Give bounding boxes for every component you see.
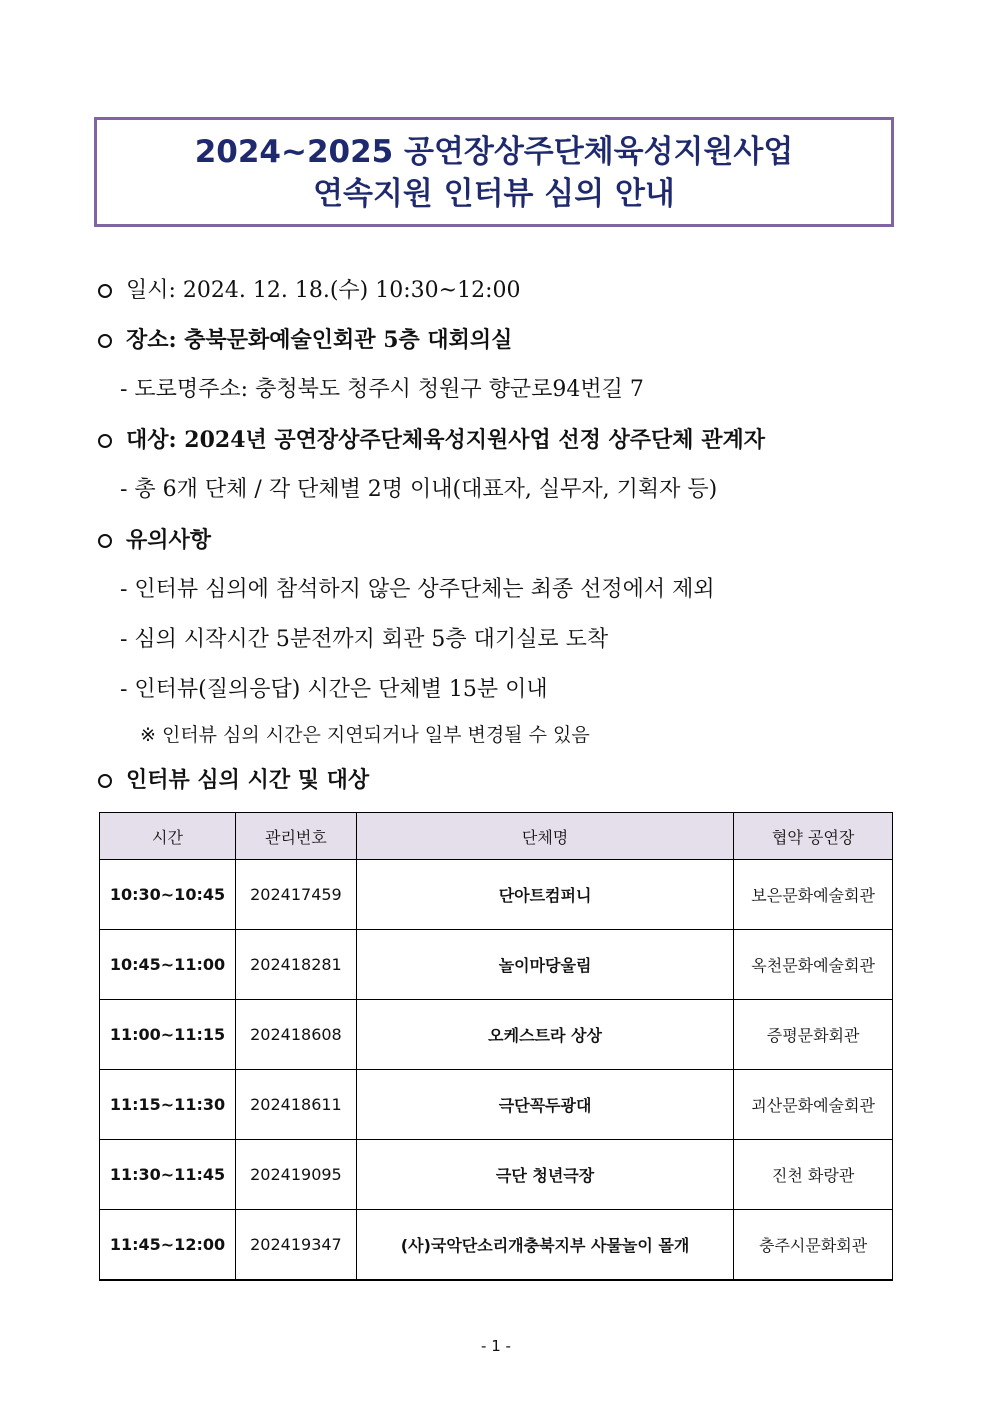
schedule-table — [99, 812, 893, 1281]
circle-bullet-icon — [98, 534, 112, 548]
circle-bullet-icon — [98, 434, 112, 448]
circle-bullet-icon — [98, 334, 112, 348]
cell-org: 극단 청년극장 — [356, 1140, 733, 1210]
cell-venue: 진천 화랑관 — [734, 1140, 893, 1210]
address-text: - 도로명주소: 충청북도 청주시 청원구 향군로94번길 7 — [120, 377, 644, 402]
cell-org: 단아트컴퍼니 — [356, 860, 733, 930]
table-row — [100, 1070, 893, 1140]
cell-id: 202417459 — [235, 860, 356, 930]
cell-id: 202419347 — [235, 1210, 356, 1281]
cell-venue: 충주시문화회관 — [734, 1210, 893, 1281]
table-row — [100, 1140, 893, 1210]
schedule-heading-item — [98, 765, 369, 795]
cell-venue: 괴산문화예술회관 — [734, 1070, 893, 1140]
cell-venue: 보은문화예술회관 — [734, 860, 893, 930]
place-item — [98, 325, 512, 355]
cell-time: 11:30~11:45 — [100, 1140, 236, 1210]
table-row — [100, 860, 893, 930]
title-line-2: 연속지원 인터뷰 심의 안내 — [313, 176, 675, 212]
notice-1-text: - 인터뷰 심의에 참석하지 않은 상주단체는 최종 선정에서 제외 — [120, 577, 715, 602]
title-line-1: 2024~2025 공연장상주단체육성지원사업 — [194, 134, 794, 170]
cell-org: 놀이마당울림 — [356, 930, 733, 1000]
cell-org: (사)국악단소리개충북지부 사물놀이 몰개 — [356, 1210, 733, 1281]
cell-id: 202418611 — [235, 1070, 356, 1140]
remark-text: ※ 인터뷰 심의 시간은 지연되거나 일부 변경될 수 있음 — [140, 724, 590, 746]
header-time: 시간 — [100, 813, 236, 860]
header-org: 단체명 — [356, 813, 733, 860]
notice-heading-text: 유의사항 — [126, 527, 212, 553]
cell-venue: 옥천문화예술회관 — [734, 930, 893, 1000]
table-row — [100, 930, 893, 1000]
cell-time: 10:30~10:45 — [100, 860, 236, 930]
table-row — [100, 1000, 893, 1070]
title-box — [94, 117, 894, 227]
place-text: 장소: 충북문화예술인회관 5층 대회의실 — [126, 327, 513, 353]
cell-time: 11:15~11:30 — [100, 1070, 236, 1140]
notice-3-text: - 인터뷰(질의응답) 시간은 단체별 15분 이내 — [120, 677, 548, 702]
cell-org: 오케스트라 상상 — [356, 1000, 733, 1070]
table-row — [100, 1210, 893, 1281]
cell-id: 202419095 — [235, 1140, 356, 1210]
notice-heading-item — [98, 525, 211, 555]
schedule-heading-text: 인터뷰 심의 시간 및 대상 — [126, 767, 370, 793]
cell-time: 11:45~12:00 — [100, 1210, 236, 1281]
cell-venue: 증평문화회관 — [734, 1000, 893, 1070]
header-id: 관리번호 — [235, 813, 356, 860]
cell-time: 10:45~11:00 — [100, 930, 236, 1000]
cell-org: 극단꼭두광대 — [356, 1070, 733, 1140]
cell-id: 202418281 — [235, 930, 356, 1000]
circle-bullet-icon — [98, 284, 112, 298]
target-detail-text: - 총 6개 단체 / 각 단체별 2명 이내(대표자, 실무자, 기획자 등) — [120, 477, 718, 502]
date-item — [98, 276, 521, 306]
date-text: 일시: 2024. 12. 18.(수) 10:30~12:00 — [126, 278, 521, 303]
header-venue: 협약 공연장 — [734, 813, 893, 860]
notice-2-text: - 심의 시작시간 5분전까지 회관 5층 대기실로 도착 — [120, 627, 609, 652]
page-number: - 1 - — [481, 1337, 511, 1355]
table-header-row — [100, 813, 893, 860]
target-item — [98, 425, 765, 455]
cell-id: 202418608 — [235, 1000, 356, 1070]
target-text: 대상: 2024년 공연장상주단체육성지원사업 선정 상주단체 관계자 — [126, 427, 765, 453]
circle-bullet-icon — [98, 774, 112, 788]
cell-time: 11:00~11:15 — [100, 1000, 236, 1070]
